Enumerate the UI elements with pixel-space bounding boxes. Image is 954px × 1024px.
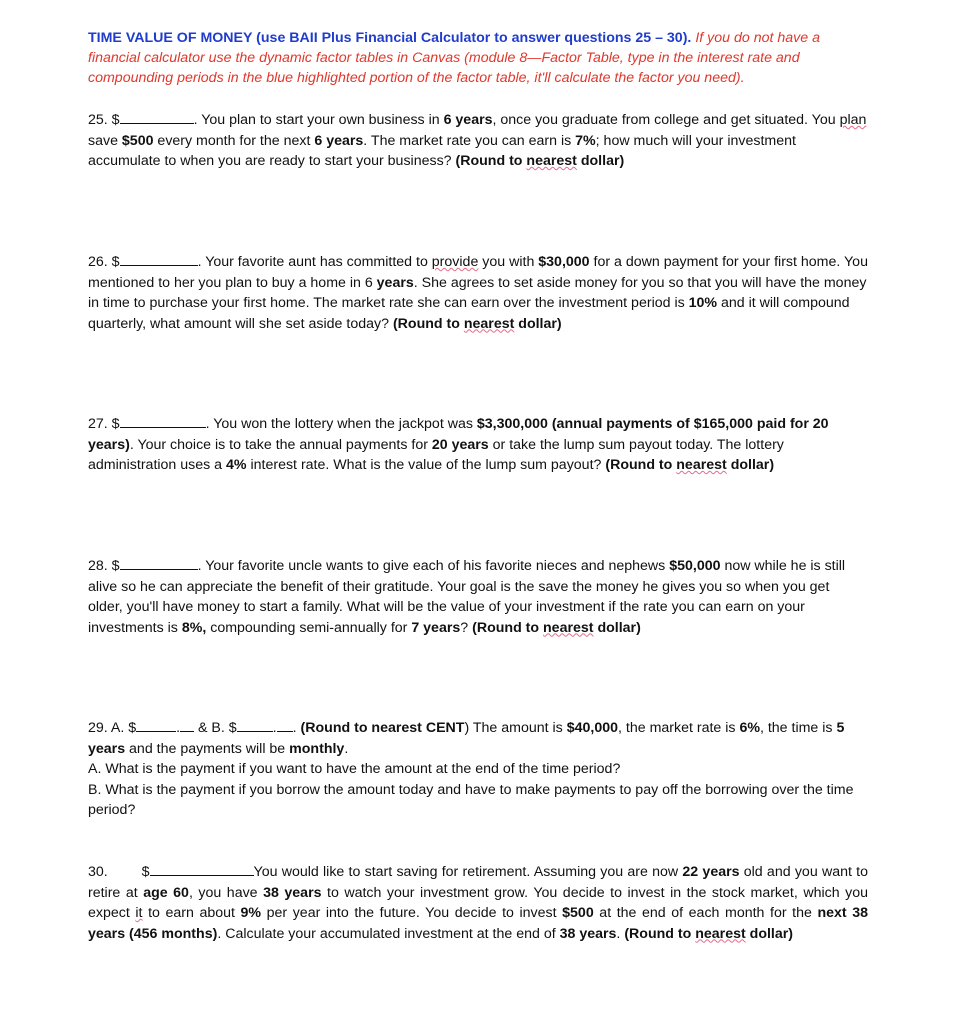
answer-blank-28[interactable] xyxy=(120,557,198,570)
section-title: TIME VALUE OF MONEY (use BAII Plus Financial Calculator to answer questions 25 – 30). xyxy=(88,30,692,46)
answer-blank-29b-cents[interactable] xyxy=(277,719,293,732)
answer-blank-30[interactable] xyxy=(150,863,254,876)
answer-blank-27[interactable] xyxy=(120,415,206,428)
question-26: 26. $ . Your favorite aunt has committed to provide you with $30,000 for a down payment for your first home. You mentioned to her you plan to buy a home in 6 years. She agrees to set aside money for you so that you will have the money in time to purchase your first home. The market rate she can earn over the investment period is 10% and it will compound quarterly, what amount will she set aside today? (Round to nearest dollar) xyxy=(88,254,868,332)
question-29-part-a: A. What is the payment if you want to have the amount at the end of the time period? xyxy=(88,761,621,777)
question-28: 28. $ . Your favorite uncle wants to give each of his favorite nieces and nephews $50,000 now while he is still alive so he can appreciate the benefit of their gratitude. Your goal is the save the money he gives you so when you get older, you'll have money to start a family. What will be the value of your investment if the rate you can earn on your investments is 8%, compounding semi-annually for 7 years? (Round to nearest dollar) xyxy=(88,558,846,636)
answer-blank-29a-dollars[interactable] xyxy=(136,719,176,732)
answer-blank-25[interactable] xyxy=(120,111,194,124)
answer-blank-26[interactable] xyxy=(120,253,198,266)
question-29: 29. A. $ . & B. $ . . (Round to nearest CENT) The amount is $40,000, the market rate is 6%, the time is 5 years and the payments will be monthly. A. What is the payment if you want to have the amount at the end of the time period? B. What is the payment if you borrow the amount today and have to make payments to pay off the borrowing over the time period? xyxy=(88,718,868,821)
answer-blank-29b-dollars[interactable] xyxy=(237,719,273,732)
answer-blank-29a-cents[interactable] xyxy=(180,719,194,732)
question-30: 30. $ You would like to start saving for retirement. Assuming you are now 22 years old and you want to retire at age 60, you have 38 years to watch your investment grow. You decide to invest in the stock market, which you expect it to earn about 9% per year into the future. You decide to invest $500 at the end of each month for the next 38 years (456 months). Calculate your accumulated investment at the end of 38 years. (Round to nearest dollar) xyxy=(88,864,868,942)
question-27: 27. $ . You won the lottery when the jackpot was $3,300,000 (annual payments of $165,000 paid for 20 years). Your choice is to take the annual payments for 20 years or take the lump sum payout today. The lottery administration uses a 4% interest rate. What is the value of the lump sum payout? (Round to nearest dollar) xyxy=(88,416,829,473)
section-note: If you do not have a financial calculator use the dynamic factor tables in Canvas (module 8—Factor Table, type in the interest rate and compounding periods in the blue highlighted portion of the factor table, it'll calculate the factor you need). xyxy=(88,30,820,86)
question-29-part-b: B. What is the payment if you borrow the amount today and have to make payments to pay off the borrowing over the time period? xyxy=(88,781,854,818)
question-25: 25. $ . You plan to start your own business in 6 years, once you graduate from college and get situated. You plan save $500 every month for the next 6 years. The market rate you can earn is 7%; how much will your investment accumulate to when you are ready to start your business? (Round to nearest dollar) xyxy=(88,112,867,169)
section-header xyxy=(88,28,868,88)
